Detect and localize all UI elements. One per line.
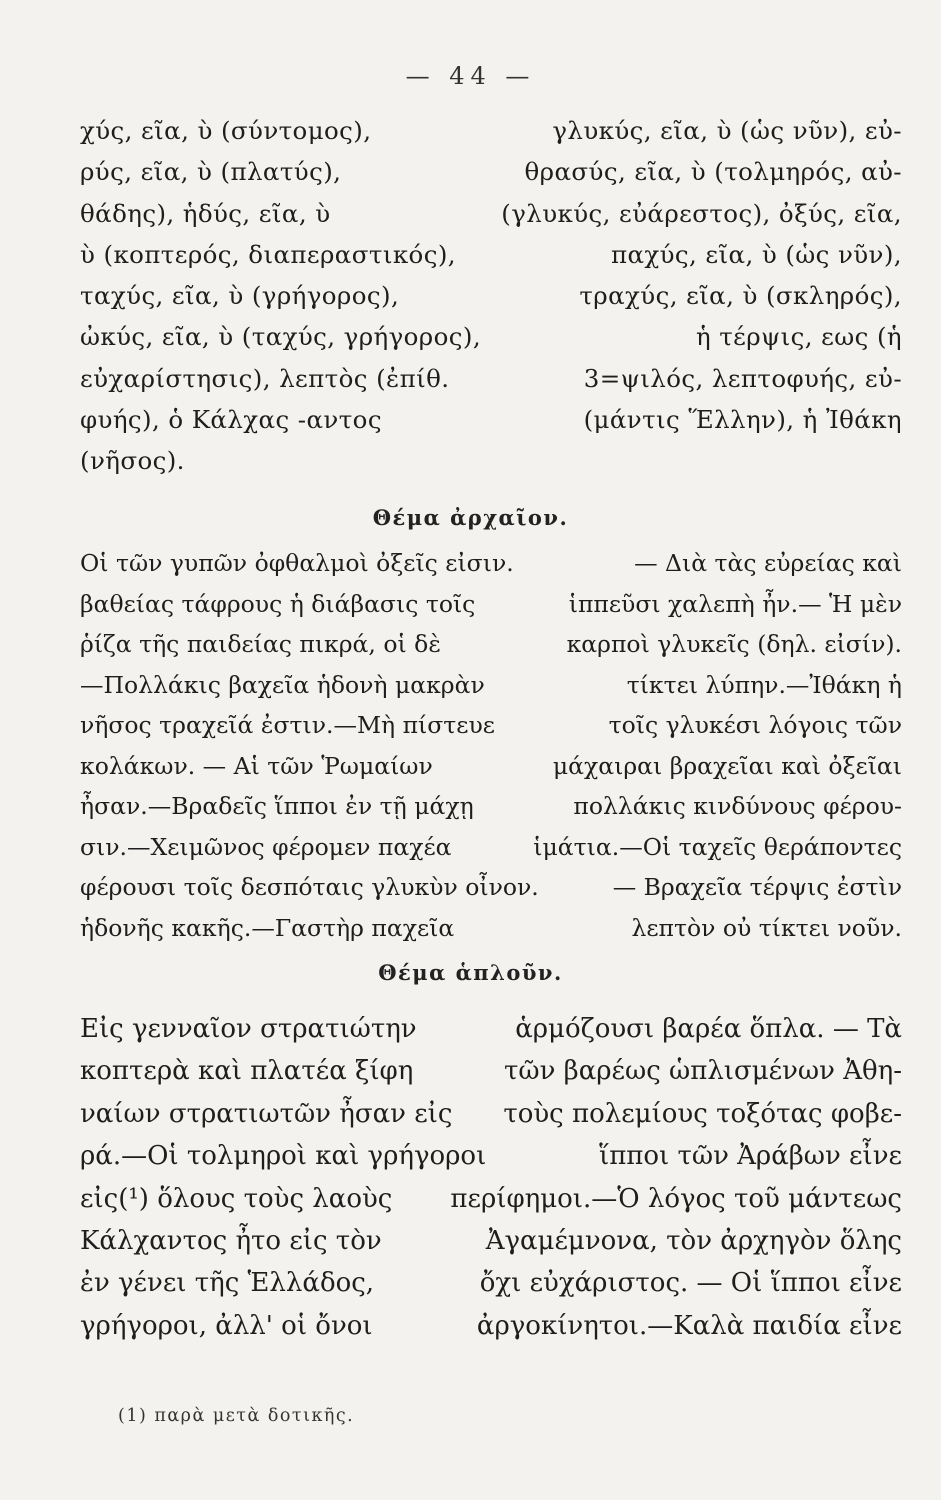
page-number: — 44 —: [405, 62, 536, 90]
text-line: [80, 908, 902, 949]
line-segment: (μάντις Ἕλλην), ἡ Ἰθάκη: [583, 405, 902, 435]
line-segment: τῶν βαρέως ὡπλισμένων Ἀθη-: [504, 1056, 902, 1087]
line-segment: θρασύς, εῖα, ὺ (τολμηρός, αὐ-: [524, 157, 902, 187]
line-segment: Εἰς γενναῖον στρατιώτην: [80, 1014, 417, 1044]
line-segment: Ἀγαμέμνονα, τὸν ἀρχηγὸν ὅλης: [485, 1225, 902, 1256]
text-line: [80, 1050, 902, 1092]
line-segment: πολλάκις κινδύνους φέρου-: [573, 792, 902, 820]
line-segment: ἁρμόζουσι βαρέα ὅπλα. — Τὰ: [515, 1014, 902, 1044]
line-segment: μάχαιραι βραχεῖαι καὶ ὀξεῖαι: [552, 751, 902, 780]
text-line: [80, 193, 902, 234]
simple-exercise-paragraph: [80, 1008, 902, 1347]
text-line: [80, 1008, 902, 1050]
line-segment: τραχύς, εῖα, ὺ (σκληρός),: [579, 281, 902, 311]
text-line: [80, 1262, 902, 1304]
text-line: [80, 1220, 902, 1262]
line-segment: ἐν γένει τῆς Ἑλλάδος,: [80, 1268, 375, 1299]
text-line: [80, 665, 902, 706]
text-line: [80, 358, 902, 399]
line-segment: τίκτει λύπην.—Ἰθάκη ἡ: [626, 670, 902, 699]
line-segment: καρποὶ γλυκεῖς (δηλ. εἰσίν).: [566, 630, 902, 658]
line-segment: κολάκων. — Αἱ τῶν Ῥωμαίων: [80, 751, 433, 780]
line-segment: σιν.—Χειμῶνος φέρομεν παχέα: [80, 832, 452, 861]
text-line: [80, 275, 902, 316]
ancient-exercise-paragraph: [80, 543, 902, 948]
line-segment: 3=ψιλός, λεπτοφυής, εὐ-: [583, 363, 902, 393]
line-segment: περίφημοι.—Ὁ λόγος τοῦ μάντεως: [450, 1183, 902, 1214]
line-segment: ρύς, εῖα, ὺ (πλατύς),: [80, 157, 342, 187]
line-segment: ῥίζα τῆς παιδείας πικρά, οἱ δὲ: [80, 630, 441, 658]
text-line: [80, 543, 902, 584]
text-line: [80, 624, 902, 665]
line-segment: φέρουσι τοῖς δεσπόταις γλυκὺν οἶνον.: [80, 873, 539, 901]
line-segment: —Πολλάκις βαχεῖα ἡδονὴ μακρὰν: [80, 670, 485, 699]
line-segment: ὠκύς, εῖα, ὺ (ταχύς, γρήγορος),: [80, 322, 482, 352]
line-segment: ἡδονῆς κακῆς.—Γαστὴρ παχεῖα: [80, 913, 455, 942]
text-line: [80, 234, 902, 275]
text-line: [80, 316, 902, 357]
line-segment: εὐχαρίστησις), λεπτὸς (ἐπίθ.: [80, 363, 450, 393]
line-segment: ναίων στρατιωτῶν ἦσαν εἰς: [80, 1098, 453, 1129]
line-segment: ρά.—Οἱ τολμηροὶ καὶ γρήγοροι: [80, 1141, 487, 1172]
line-segment: λεπτὸν οὐ τίκτει νοῦν.: [631, 913, 902, 942]
line-segment: βαθείας τάφρους ἡ διάβασις τοῖς: [80, 589, 476, 618]
text-line: [80, 399, 902, 440]
line-segment: ἱμάτια.—Οἱ ταχεῖς θεράποντες: [533, 832, 902, 861]
text-line: [80, 151, 902, 192]
line-segment: εἰς(¹) ὅλους τοὺς λαοὺς: [80, 1183, 393, 1214]
text-line: [80, 1093, 902, 1135]
line-segment: γρήγοροι, ἀλλ' οἱ ὄνοι: [80, 1310, 373, 1341]
footnote: (1) παρὰ μετὰ δοτικῆς.: [118, 1406, 355, 1426]
line-segment: ἵπποι τῶν Ἀράβων εἶνε: [599, 1141, 902, 1172]
line-segment: ἦσαν.—Βραδεῖς ἵπποι ἐν τῇ μάχῃ: [80, 792, 474, 820]
text-line: [80, 867, 902, 908]
text-line: [80, 584, 902, 625]
text-line: [80, 786, 902, 827]
line-segment: Κάλχαντος ἦτο εἰς τὸν: [80, 1225, 382, 1256]
line-segment: (γλυκύς, εὐάρεστος), ὀξύς, εῖα,: [501, 198, 902, 228]
line-segment: νῆσος τραχεῖά ἐστιν.—Μὴ πίστευε: [80, 711, 495, 739]
line-segment: Οἱ τῶν γυπῶν ὀφθαλμοὶ ὀξεῖς εἰσιν.: [80, 549, 514, 577]
line-segment: — Διὰ τὰς εὐρείας καὶ: [634, 549, 902, 577]
line-segment: ταχύς, εῖα, ὺ (γρήγορος),: [80, 281, 400, 311]
line-segment: (νῆσος).: [80, 446, 185, 476]
line-segment: ὄχι εὐχάριστος. — Οἱ ἵπποι εἶνε: [479, 1268, 902, 1299]
text-line: [80, 746, 902, 787]
text-line: [80, 1178, 902, 1220]
text-line: [80, 705, 902, 746]
line-segment: ὺ (κοπτερός, διαπεραστικός),: [80, 239, 456, 269]
text-line: [80, 1305, 902, 1347]
text-line: [80, 440, 902, 481]
text-line: [80, 827, 902, 868]
line-segment: ἡ τέρψις, εως (ἡ: [695, 322, 902, 352]
vocabulary-paragraph: [80, 110, 902, 482]
line-segment: φυής), ὁ Κάλχας -αντος: [80, 405, 382, 435]
section-heading-simple-theme: Θέμα ἁπλοῦν.: [378, 960, 563, 985]
section-heading-ancient-theme: Θέμα ἀρχαῖον.: [372, 505, 569, 530]
text-line: [80, 1135, 902, 1177]
line-segment: τοὺς πολεμίους τοξότας φοβε-: [503, 1098, 902, 1129]
line-segment: γλυκύς, εῖα, ὺ (ὡς νῦν), εὐ-: [552, 116, 902, 145]
text-line: [80, 110, 902, 151]
line-segment: τοῖς γλυκέσι λόγοις τῶν: [608, 711, 902, 739]
line-segment: — Βραχεῖα τέρψις ἐστὶν: [612, 873, 902, 901]
line-segment: παχύς, εῖα, ὺ (ὡς νῦν),: [610, 239, 902, 269]
line-segment: ἱππεῦσι χαλεπὴ ἦν.— Ἡ μὲν: [568, 589, 902, 618]
line-segment: κοπτερὰ καὶ πλατέα ξίφη: [80, 1056, 414, 1087]
line-segment: χύς, εῖα, ὺ (σύντομος),: [80, 116, 372, 145]
line-segment: ἀργοκίνητοι.—Καλὰ παιδία εἶνε: [476, 1310, 902, 1341]
line-segment: θάδης), ἡδύς, εῖα, ὺ: [80, 198, 331, 228]
